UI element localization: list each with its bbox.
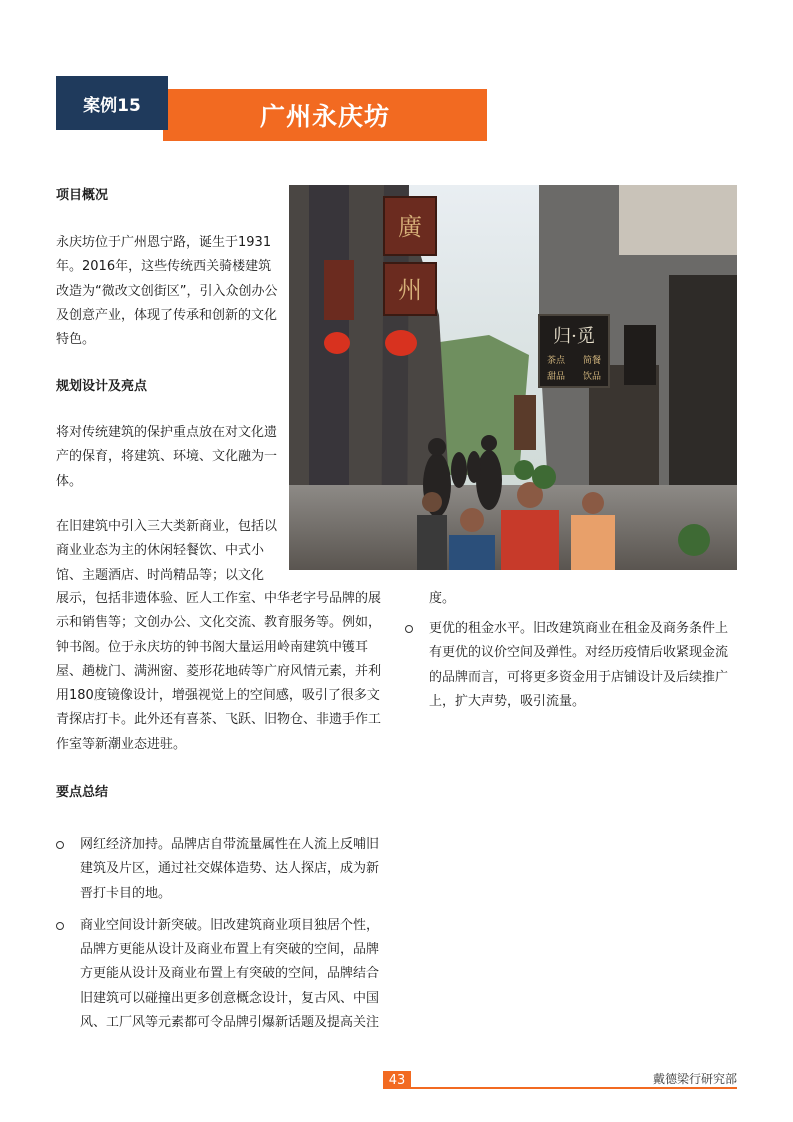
summary-item-3 — [405, 617, 739, 714]
street-photo — [289, 185, 737, 570]
page-title: 广州永庆坊 — [163, 89, 487, 141]
summary-item-3-text: 更优的租金水平。旧改建筑商业在租金及商务条件上有更优的议价空间及弹性。对经历疫情后收紧现金流的品牌而言，可将更多资金用于店铺设计及后续推广上，扩大声势，吸引流量。 — [429, 621, 729, 709]
summary-list-left — [56, 833, 390, 1043]
case-label: 案例15 — [56, 76, 168, 130]
summary-heading: 要点总结 — [56, 785, 109, 800]
summary-item-1-text: 网红经济加持。品牌店自带流量属性在人流上反哺旧建筑及片区，通过社交媒体造势、达人探店，成为新晋打卡目的地。 — [80, 837, 380, 901]
photo-sign-tianpin: 甜品 — [546, 372, 566, 382]
photo-sign-chadian: 茶点 — [546, 356, 566, 366]
design-paragraph-2-lead: 在旧建筑中引入三大类新商业，包括以商业业态为主的休闲轻餐饮、中式小馆、主题酒店、时尚精品等；以文化 — [56, 519, 278, 583]
overview-text: 永庆坊位于广州恩宁路，诞生于1931年。2016年，这些传统西关骑楼建筑改造为“微改文创街区”，引入众创办公及创意产业，体现了传承和创新的文化特色。 — [56, 235, 278, 348]
summary-item-2-continuation: 度。 — [429, 591, 456, 606]
summary-list-right — [405, 617, 739, 722]
summary-item-2-text: 商业空间设计新突破。旧改建筑商业项目独居个性，品牌方更能从设计及商业布置上有突破的空间，品牌方更能从设计及商业布置上有突破的空间，品牌结合旧建筑可以碰撞出更多创意概念设计，复古风、中国风、工厂风等元素都可令品牌引爆新话题及提高关注 — [80, 917, 380, 1031]
bullet-icon — [56, 922, 64, 930]
design-paragraph-1: 将对传统建筑的保护重点放在对文化遗产的保育，将建筑、环境、文化融为一体。 — [56, 425, 278, 489]
summary-item-2 — [56, 914, 390, 1035]
bullet-icon — [405, 625, 413, 633]
bullet-icon — [56, 841, 64, 849]
photo-sign-yinpin: 饮品 — [582, 372, 602, 382]
footer-department: 戴德梁行研究部 — [652, 1072, 737, 1086]
photo-sign-jiancan: 简餐 — [582, 356, 602, 366]
design-heading: 规划设计及亮点 — [56, 379, 148, 394]
overview-heading: 项目概况 — [56, 188, 109, 203]
photo-sign-zhou: 州 — [398, 276, 422, 304]
photo-sign-guimi: 归·觅 — [553, 326, 595, 347]
footer-rule — [383, 1087, 737, 1089]
summary-item-1 — [56, 833, 390, 906]
photo-sign-guang: 廣 — [398, 213, 422, 241]
page-number: 43 — [383, 1071, 411, 1089]
design-paragraph-2-rest: 展示，包括非遗体验、匠人工作室、中华老字号品牌的展示和销售等；文创办公、文化交流、教育服务等。例如，钟书阁。位于永庆坊的钟书阁大量运用岭南建筑中镬耳屋、趟栊门、满洲窗、菱形花地砖等广府风情元素，并利用180度镜像设计，增强视觉上的空间感，吸引了很多文青探店打卡。此外还有喜茶、飞跃、旧物仓、非遗手作工作室等新潮业态进驻。 — [56, 591, 382, 752]
